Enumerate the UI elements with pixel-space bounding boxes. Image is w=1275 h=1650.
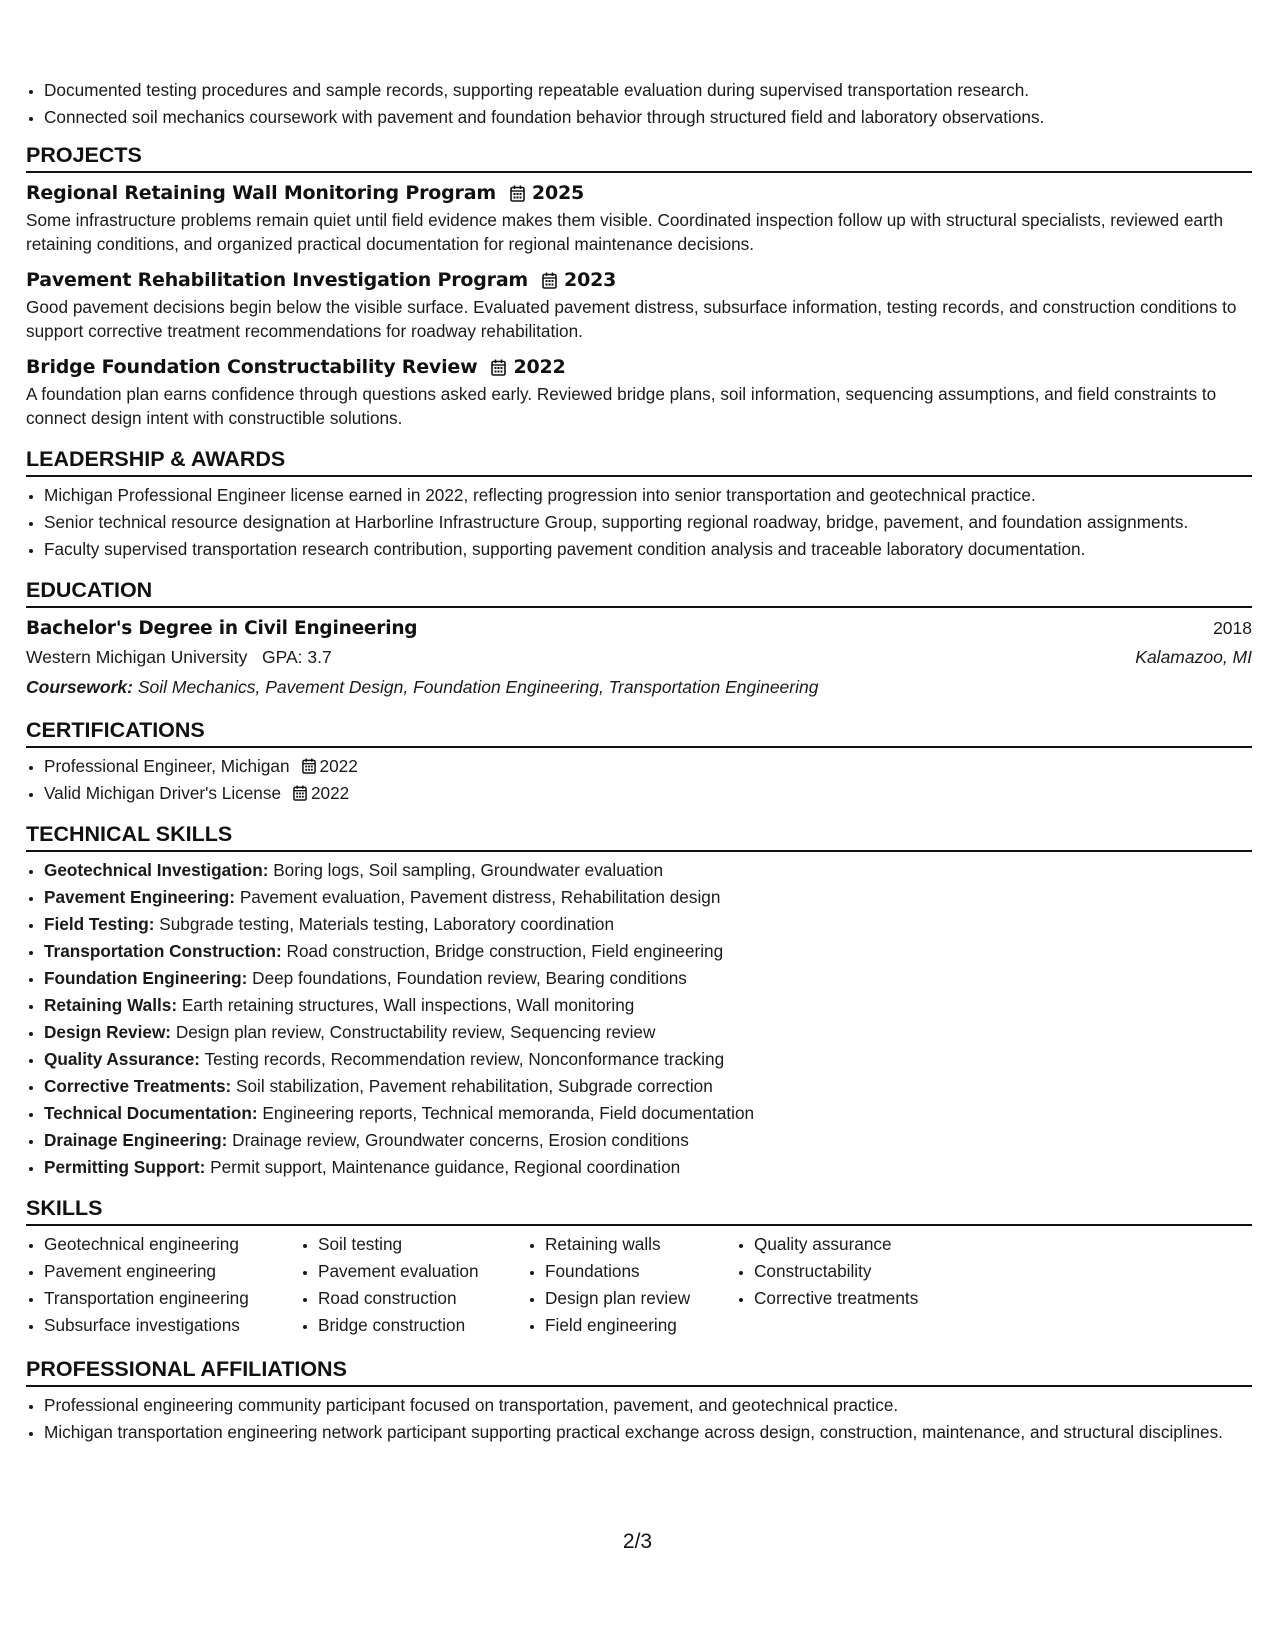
school-name: Western Michigan University [26,647,248,667]
skill-values: Pavement evaluation, Pavement distress, Rehabilitation design [239,887,721,907]
section-title: LEADERSHIP & AWARDS [26,446,1252,477]
skill-values: Soil stabilization, Pavement rehabilitation, Subgrade correction [236,1076,713,1096]
leadership-section [26,446,1252,561]
list-item: • Field engineering [545,1313,736,1337]
list-item [44,1047,1252,1071]
list-item [44,966,1252,990]
list-item [44,754,1252,778]
project-item [26,179,1252,256]
list-item: • Transportation engineering [44,1286,300,1310]
list-item: • Quality assurance [754,1232,974,1256]
graduation-year: 2018 [1213,618,1252,638]
gpa: GPA: 3.7 [262,647,332,667]
list-item: • Pavement evaluation [318,1259,527,1283]
project-name: Bridge Foundation Constructability Review [26,356,478,378]
skill-category: Design Review: [44,1022,172,1042]
list-item: • Subsurface investigations [44,1313,300,1337]
section-title: PROFESSIONAL AFFILIATIONS [26,1356,1252,1387]
list-item [44,939,1252,963]
list-item [44,993,1252,1017]
coursework-label: Coursework: [26,677,133,697]
experience-bullets [26,78,1252,129]
skill-category: Drainage Engineering: [44,1130,228,1150]
list-item: • Professional engineering community participant focused on transportation, pavement, and geotechnical practice. [44,1393,1252,1417]
skill-category: Technical Documentation: [44,1103,258,1123]
list-item [44,1101,1252,1125]
section-title: PROJECTS [26,142,1252,173]
project-item [26,266,1252,343]
list-item: • Corrective treatments [754,1286,974,1310]
coursework-list: Soil Mechanics, Pavement Design, Foundation Engineering, Transportation Engineering [137,677,819,697]
calendar-icon [491,359,506,376]
project-description: A foundation plan earns confidence through questions asked early. Reviewed bridge plans, soil information, sequencing assumptions, and field constraints to connect design intent with constructible solutions. [26,384,1217,428]
skills-column [26,1232,300,1340]
project-item [26,353,1252,430]
list-item: • Pavement engineering [44,1259,300,1283]
skill-values: Testing records, Recommendation review, Nonconformance tracking [204,1049,725,1069]
skill-values: Design plan review, Constructability review, Sequencing review [175,1022,656,1042]
list-item: • Connected soil mechanics coursework with pavement and foundation behavior through structured field and laboratory observations. [44,105,1252,129]
project-name: Regional Retaining Wall Monitoring Program [26,182,496,204]
skill-values: Subgrade testing, Materials testing, Laboratory coordination [159,914,615,934]
list-item [44,1128,1252,1152]
skills-column [736,1232,974,1340]
skill-values: Earth retaining structures, Wall inspections, Wall monitoring [181,995,635,1015]
list-item: • Soil testing [318,1232,527,1256]
list-item: • Michigan transportation engineering network participant supporting practical exchange across design, construction, maintenance, and structural disciplines. [44,1420,1252,1444]
list-item [44,885,1252,909]
list-item: • Geotechnical engineering [44,1232,300,1256]
section-title: EDUCATION [26,577,1252,608]
resume-page [26,78,1252,1447]
list-item: • Foundations [545,1259,736,1283]
skill-category: Retaining Walls: [44,995,178,1015]
list-item [44,1074,1252,1098]
degree-name: Bachelor's Degree in Civil Engineering [26,618,418,639]
calendar-icon [293,785,307,801]
project-description: Some infrastructure problems remain quiet until field evidence makes them visible. Coordinated inspection follow up with structural specialists, reviewed earth retaining conditions, and organized practical documentation for regional maintenance decisions. [26,210,1224,254]
skills-column [300,1232,527,1340]
project-name: Pavement Rehabilitation Investigation Program [26,269,529,291]
certification-name: Valid Michigan Driver's License [44,783,281,803]
certification-name: Professional Engineer, Michigan [44,756,290,776]
skill-category: Permitting Support: [44,1157,206,1177]
section-title: SKILLS [26,1195,1252,1226]
project-year: 2025 [531,182,585,204]
list-item [44,858,1252,882]
list-item [44,781,1252,805]
projects-section [26,142,1252,430]
technical-skills-section [26,821,1252,1179]
skill-values: Engineering reports, Technical memoranda, Field documentation [262,1103,755,1123]
skill-values: Permit support, Maintenance guidance, Regional coordination [210,1157,681,1177]
school-location: Kalamazoo, MI [1135,647,1252,667]
project-description: Good pavement decisions begin below the visible surface. Evaluated pavement distress, subsurface information, testing records, and construction conditions to support corrective treatment recommendations for roadway rehabilitation. [26,297,1237,341]
page-number: 2/3 [622,1530,653,1553]
education-section [26,577,1252,703]
skill-category: Transportation Construction: [44,941,282,961]
skill-category: Pavement Engineering: [44,887,236,907]
calendar-icon [302,758,316,774]
list-item: • Bridge construction [318,1313,527,1337]
skill-category: Quality Assurance: [44,1049,201,1069]
list-item: • Senior technical resource designation at Harborline Infrastructure Group, supporting regional roadway, bridge, pavement, and foundation assignments. [44,510,1252,534]
list-item: • Michigan Professional Engineer license earned in 2022, reflecting progression into senior transportation and geotechnical practice. [44,483,1252,507]
skill-category: Field Testing: [44,914,155,934]
skills-section [26,1195,1252,1340]
list-item: • Design plan review [545,1286,736,1310]
section-title: TECHNICAL SKILLS [26,821,1252,852]
skill-category: Foundation Engineering: [44,968,248,988]
calendar-icon [542,272,557,289]
certification-year: 2022 [319,756,358,776]
list-item: • Faculty supervised transportation research contribution, supporting pavement condition analysis and traceable laboratory documentation. [44,537,1252,561]
section-title: CERTIFICATIONS [26,717,1252,748]
coursework [26,672,1252,703]
skill-values: Deep foundations, Foundation review, Bearing conditions [252,968,687,988]
calendar-icon [510,185,525,202]
skill-values: Road construction, Bridge construction, Field engineering [286,941,724,961]
list-item: • Road construction [318,1286,527,1310]
skill-category: Corrective Treatments: [44,1076,232,1096]
list-item [44,912,1252,936]
list-item: • Documented testing procedures and sample records, supporting repeatable evaluation during supervised transportation research. [44,78,1252,102]
skill-category: Geotechnical Investigation: [44,860,269,880]
certification-year: 2022 [311,783,350,803]
certifications-section [26,717,1252,805]
project-year: 2023 [564,269,617,291]
list-item: • Retaining walls [545,1232,736,1256]
list-item [44,1020,1252,1044]
list-item: • Constructability [754,1259,974,1283]
project-year: 2022 [513,356,566,378]
skill-values: Boring logs, Soil sampling, Groundwater evaluation [273,860,664,880]
skills-column [527,1232,736,1340]
list-item [44,1155,1252,1179]
affiliations-section [26,1356,1252,1444]
skill-values: Drainage review, Groundwater concerns, Erosion conditions [232,1130,689,1150]
